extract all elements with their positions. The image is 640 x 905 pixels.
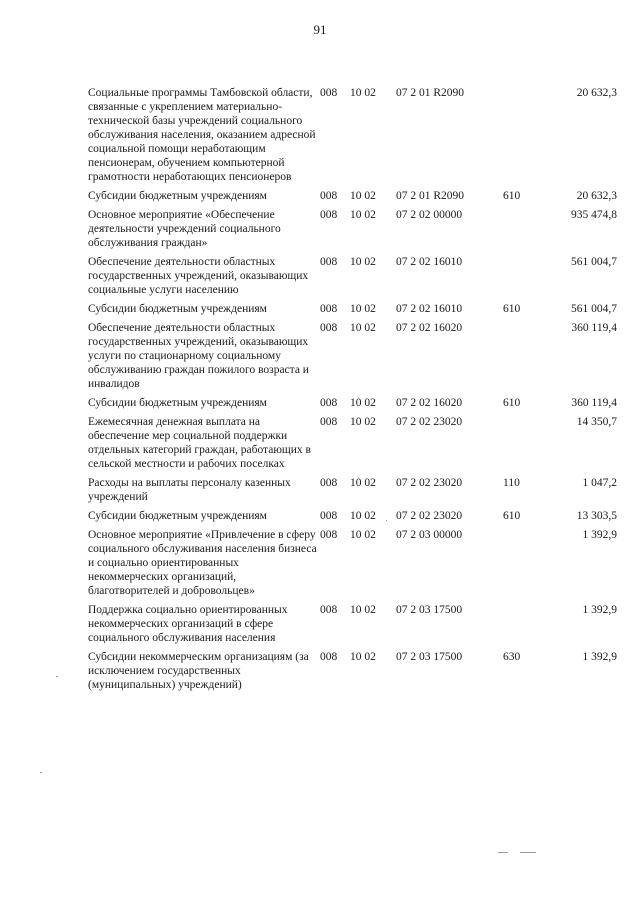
expense-name: Поддержка социально ориентированных некоммерческих организаций в сфере социального обслуживания населения xyxy=(88,604,288,644)
expense-name: Субсидии бюджетным учреждениям xyxy=(88,397,267,409)
expense-name: Ежемесячная денежная выплата на обеспечение мер социальной поддержки отдельных категорий граждан, работающих в сельской местности и рабочих поселках xyxy=(88,416,311,470)
table-row xyxy=(88,650,617,697)
admin-code: 008 xyxy=(320,87,338,99)
admin-code: 008 xyxy=(320,604,338,616)
expense-type-code xyxy=(503,208,535,255)
section-code: 10 02 xyxy=(350,397,376,409)
table-row xyxy=(88,208,617,255)
section-code: 10 02 xyxy=(350,651,376,663)
target-item-code: 07 2 02 16020 xyxy=(396,397,463,409)
section-code: 10 02 xyxy=(350,303,376,315)
amount: 360 119,4 xyxy=(571,322,617,334)
expense-type-code xyxy=(503,86,535,189)
section-code: 10 02 xyxy=(350,209,376,221)
section-code: 10 02 xyxy=(350,87,376,99)
admin-code: 008 xyxy=(320,256,338,268)
expense-name: Субсидии бюджетным учреждениям xyxy=(88,303,267,315)
table-row xyxy=(88,476,617,509)
expense-type-code: 610 xyxy=(503,303,521,315)
admin-code: 008 xyxy=(320,651,338,663)
scan-speck xyxy=(386,520,387,521)
target-item-code: 07 2 01 R2090 xyxy=(396,190,465,202)
table-row xyxy=(88,528,617,603)
target-item-code: 07 2 01 R2090 xyxy=(396,87,465,99)
amount: 360 119,4 xyxy=(571,397,617,409)
amount: 20 632,3 xyxy=(576,87,617,99)
scan-speck xyxy=(56,676,58,677)
amount: 561 004,7 xyxy=(571,256,617,268)
amount: 1 392,9 xyxy=(582,651,617,663)
amount: 14 350,7 xyxy=(576,416,617,428)
amount: 935 474,8 xyxy=(571,209,617,221)
expense-type-code: 610 xyxy=(503,190,521,202)
expense-name: Обеспечение деятельности областных государственных учреждений, оказывающих услуги по стационарному социальному обслуживанию граждан пожилого возраста и инвалидов xyxy=(88,322,309,390)
admin-code: 008 xyxy=(320,209,338,221)
budget-table xyxy=(88,86,617,697)
admin-code: 008 xyxy=(320,416,338,428)
target-item-code: 07 2 02 16010 xyxy=(396,303,463,315)
expense-name: Обеспечение деятельности областных государственных учреждений, оказывающих социальные услуги населению xyxy=(88,256,309,296)
expense-type-code: 610 xyxy=(503,510,521,522)
expense-name: Основное мероприятие «Обеспечение деятельности учреждений социального обслуживания граждан» xyxy=(88,209,281,249)
budget-table-body xyxy=(88,86,617,697)
table-row xyxy=(88,415,617,476)
admin-code: 008 xyxy=(320,397,338,409)
section-code: 10 02 xyxy=(350,477,376,489)
target-item-code: 07 2 02 23020 xyxy=(396,477,463,489)
admin-code: 008 xyxy=(320,477,338,489)
table-row xyxy=(88,509,617,528)
expense-type-code xyxy=(503,255,535,302)
section-code: 10 02 xyxy=(350,604,376,616)
table-row xyxy=(88,86,617,189)
table-row xyxy=(88,321,617,396)
admin-code: 008 xyxy=(320,190,338,202)
section-code: 10 02 xyxy=(350,510,376,522)
table-row xyxy=(88,302,617,321)
target-item-code: 07 2 03 00000 xyxy=(396,529,463,541)
section-code: 10 02 xyxy=(350,529,376,541)
expense-name: Субсидии бюджетным учреждениям xyxy=(88,510,267,522)
section-code: 10 02 xyxy=(350,190,376,202)
admin-code: 008 xyxy=(320,510,338,522)
expense-name: Социальные программы Тамбовской области, связанные с укреплением материально-технической базы учреждений социального обслуживания населения, оказанием адресной социальной помощи неработающим пенсионерам, обучением компьютерной грамотности неработающих пенсионеров xyxy=(88,87,316,183)
target-item-code: 07 2 03 17500 xyxy=(396,604,463,616)
section-code: 10 02 xyxy=(350,256,376,268)
expense-type-code xyxy=(503,415,535,476)
amount: 1 392,9 xyxy=(582,529,617,541)
expense-name: Субсидии бюджетным учреждениям xyxy=(88,190,267,202)
expense-type-code xyxy=(503,321,535,396)
expense-type-code: 630 xyxy=(503,651,521,663)
page-number: 91 xyxy=(313,22,327,37)
amount: 561 004,7 xyxy=(571,303,617,315)
target-item-code: 07 2 02 16020 xyxy=(396,322,463,334)
expense-name: Субсидии некоммерческим организациям (за исключением государственных (муниципальных) учреждений) xyxy=(88,651,309,691)
amount: 20 632,3 xyxy=(576,190,617,202)
expense-name: Расходы на выплаты персоналу казенных учреждений xyxy=(88,477,291,503)
expense-type-code: 610 xyxy=(503,397,521,409)
table-row xyxy=(88,396,617,415)
table-row xyxy=(88,189,617,208)
scan-speck xyxy=(498,852,508,853)
table-row xyxy=(88,603,617,650)
admin-code: 008 xyxy=(320,322,338,334)
amount: 13 303,5 xyxy=(576,510,617,522)
section-code: 10 02 xyxy=(350,322,376,334)
target-item-code: 07 2 02 23020 xyxy=(396,416,463,428)
amount: 1 392,9 xyxy=(582,604,617,616)
scan-speck xyxy=(520,852,536,853)
section-code: 10 02 xyxy=(350,416,376,428)
target-item-code: 07 2 02 23020 xyxy=(396,510,463,522)
target-item-code: 07 2 03 17500 xyxy=(396,651,463,663)
admin-code: 008 xyxy=(320,529,338,541)
expense-name: Основное мероприятие «Привлечение в сферу социального обслуживания населения бизнеса и социально ориентированных некоммерческих организаций, благотворителей и добровольцев» xyxy=(88,529,317,597)
admin-code: 008 xyxy=(320,303,338,315)
scan-speck xyxy=(40,772,42,773)
expense-type-code xyxy=(503,528,535,603)
expense-type-code xyxy=(503,603,535,650)
amount: 1 047,2 xyxy=(582,477,617,489)
table-row xyxy=(88,255,617,302)
target-item-code: 07 2 02 16010 xyxy=(396,256,463,268)
expense-type-code: 110 xyxy=(503,477,520,489)
target-item-code: 07 2 02 00000 xyxy=(396,209,463,221)
